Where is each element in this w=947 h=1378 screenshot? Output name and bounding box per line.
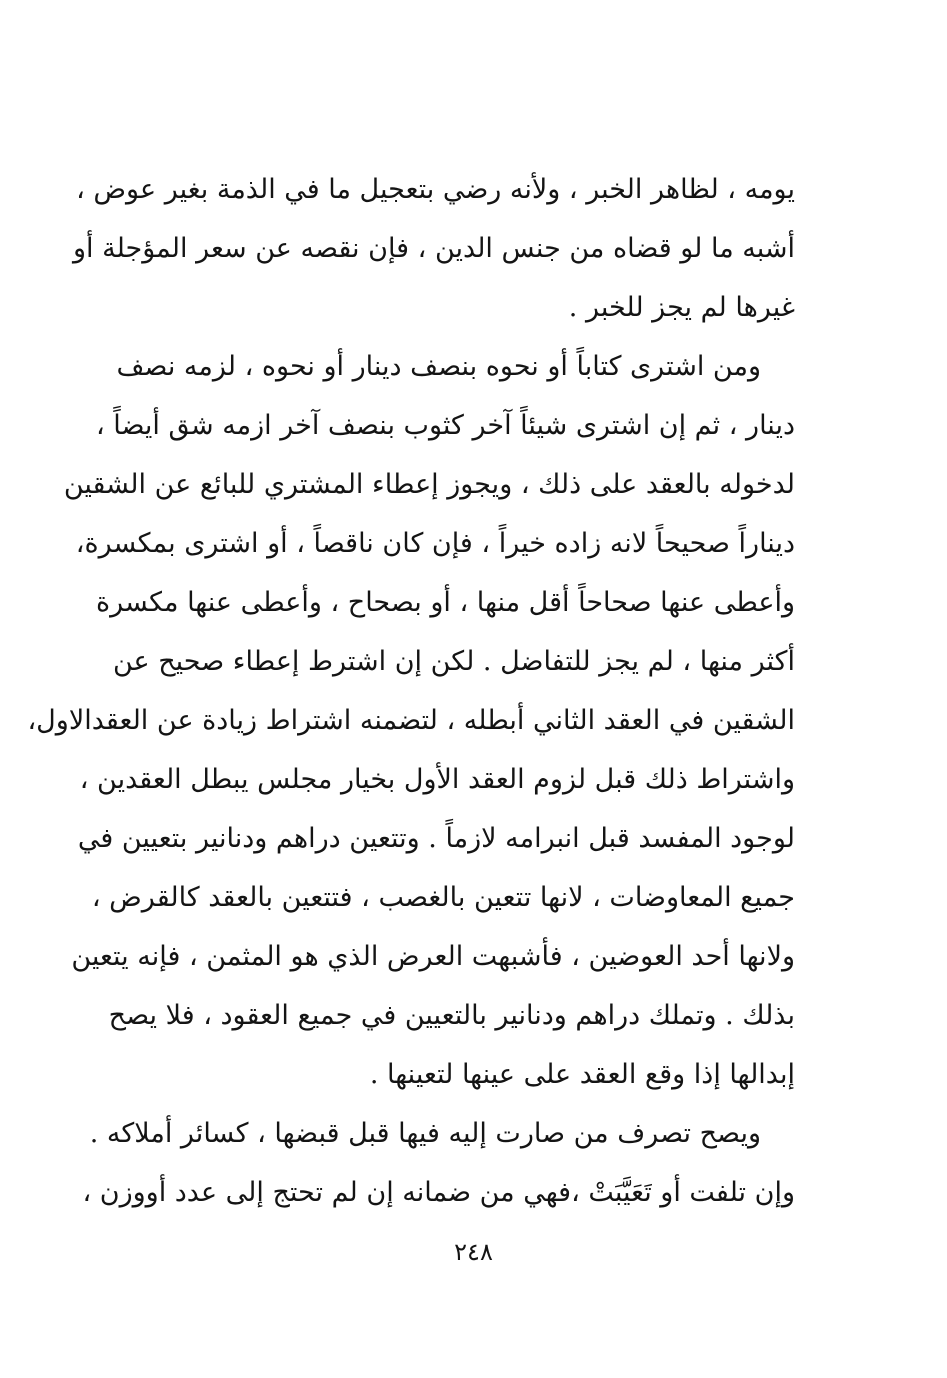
text-line: بذلك . وتملك دراهم ودنانير بالتعيين في جميع العقود ، فلا يصح [108, 1000, 795, 1031]
text-line: ولانها أحد العوضين ، فأشبهت العرض الذي هو المثمن ، فإنه يتعين [71, 941, 795, 972]
text-line: أكثر منها ، لم يجز للتفاضل . لكن إن اشترط إعطاء صحيح عن [112, 646, 795, 677]
text-line: لدخوله بالعقد على ذلك ، ويجوز إعطاء المشتري للبائع عن الشقين [63, 469, 795, 500]
text-line: دينار ، ثم إن اشترى شيئاً آخر كثوب بنصف آخر ازمه شق أيضاً ، [95, 410, 795, 441]
text-line: جميع المعاوضات ، لانها تتعين بالغصب ، فتتعين بالعقد كالقرض ، [91, 882, 795, 913]
paragraph-2 [27, 337, 795, 1104]
text-line: ديناراً صحيحاً لانه زاده خيراً ، فإن كان ناقصاً ، أو اشترى بمكسرة، [75, 528, 795, 559]
text-line: لوجود المفسد قبل انبرامه لازماً . وتتعين دراهم ودنانير بتعيين في [77, 823, 795, 854]
text-line: واشتراط ذلك قبل لزوم العقد الأول بخيار مجلس يبطل العقدين ، [79, 764, 795, 795]
text-line: الشقين في العقد الثاني أبطله ، لتضمنه اشتراط زيادة عن العقدالاول، [27, 705, 795, 736]
text-line: ومن اشترى كتاباً أو نحوه بنصف دينار أو نحوه ، لزمه نصف [116, 351, 761, 382]
text-line: وإن تلفت أو تَعَيَّبَتْ ،فهي من ضمانه إن لم تحتج إلى عدد أووزن ، [82, 1177, 795, 1208]
page-number: ٢٤٨ [454, 1238, 493, 1266]
paragraph-3 [82, 1104, 795, 1222]
text-line: إبدالها إذا وقع العقد على عينها لتعينها . [369, 1059, 795, 1090]
text-line: وأعطى عنها صحاحاً أقل منها ، أو بصحاح ، وأعطى عنها مكسرة [96, 587, 795, 618]
text-line: يومه ، لظاهر الخبر ، ولأنه رضي بتعجيل ما في الذمة بغير عوض ، [76, 174, 795, 205]
body-text [27, 160, 795, 1222]
text-line: ويصح تصرف من صارت إليه فيها قبل قبضها ، كسائر أملاكه . [89, 1118, 761, 1149]
text-line: غيرها لم يجز للخبر . [568, 292, 795, 323]
text-line: أشبه ما لو قضاه من جنس الدين ، فإن نقصه عن سعر المؤجلة أو [73, 233, 795, 264]
paragraph-1 [73, 160, 795, 337]
